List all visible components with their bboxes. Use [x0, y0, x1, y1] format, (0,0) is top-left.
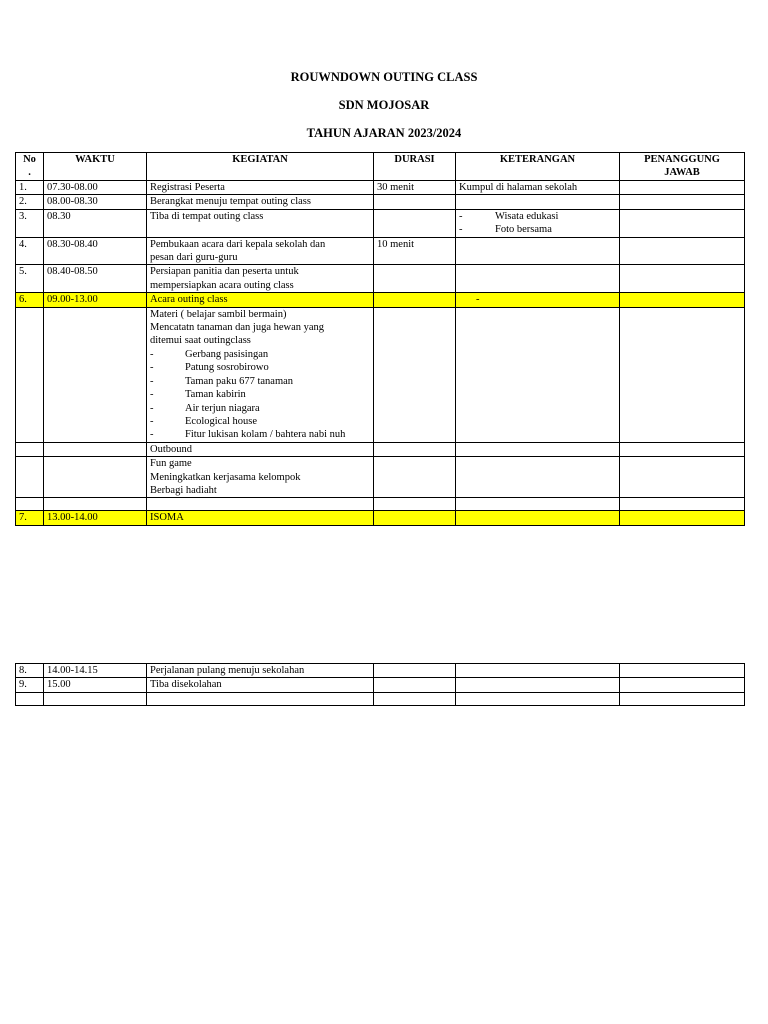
cell-waktu: 09.00-13.00	[44, 293, 147, 307]
cell-waktu: 08.00-08.30	[44, 195, 147, 209]
cell-no: 8.	[16, 664, 44, 678]
cell-durasi	[374, 265, 456, 293]
header-penanggung-jawab: PENANGGUNG JAWAB	[620, 153, 745, 181]
cell-keterangan: Kumpul di halaman sekolah	[456, 181, 620, 195]
cell-durasi: 30 menit	[374, 181, 456, 195]
table-row-highlighted	[16, 293, 745, 307]
cell-keterangan	[456, 307, 620, 442]
cell-penanggung-jawab	[620, 265, 745, 293]
cell-waktu	[44, 457, 147, 498]
cell-penanggung-jawab	[620, 195, 745, 209]
document-title: ROUWNDOWN OUTING CLASS	[290, 70, 478, 84]
cell-keterangan	[456, 678, 620, 692]
rundown-table-continued	[15, 663, 745, 706]
cell-durasi	[374, 195, 456, 209]
table-row	[16, 237, 745, 265]
cell-waktu: 08.40-08.50	[44, 265, 147, 293]
cell-no: 6.	[16, 293, 44, 307]
list-item: - Air terjun niagara	[150, 402, 370, 415]
cell-kegiatan: Tiba disekolahan	[147, 678, 374, 692]
cell-durasi	[374, 457, 456, 498]
cell-no: 1.	[16, 181, 44, 195]
cell-penanggung-jawab	[620, 293, 745, 307]
cell-durasi: 10 menit	[374, 237, 456, 265]
table-row-empty	[16, 498, 745, 511]
cell-waktu: 08.30	[44, 209, 147, 237]
table-row	[16, 181, 745, 195]
cell-kegiatan: Tiba di tempat outing class	[147, 209, 374, 237]
table-row	[16, 442, 745, 456]
list-item: - Taman paku 677 tanaman	[150, 375, 370, 388]
cell-no: 2.	[16, 195, 44, 209]
table-row	[16, 209, 745, 237]
cell-no: 7.	[16, 511, 44, 525]
cell-durasi	[374, 664, 456, 678]
header-no: No .	[16, 153, 44, 181]
cell-waktu: 15.00	[44, 678, 147, 692]
cell-no: 3.	[16, 209, 44, 237]
cell-penanggung-jawab	[620, 664, 745, 678]
list-item: - Gerbang pasisingan	[150, 348, 370, 361]
cell-penanggung-jawab	[620, 442, 745, 456]
cell-durasi	[374, 307, 456, 442]
cell-waktu: 07.30-08.00	[44, 181, 147, 195]
cell-keterangan: -	[456, 293, 620, 307]
cell-durasi	[374, 209, 456, 237]
cell-keterangan	[456, 265, 620, 293]
cell-kegiatan: Fun game Meningkatkan kerjasama kelompok Berbagi hadiaht	[147, 457, 374, 498]
cell-penanggung-jawab	[620, 457, 745, 498]
cell-kegiatan: Berangkat menuju tempat outing class	[147, 195, 374, 209]
cell-no: 5.	[16, 265, 44, 293]
list-item: - Wisata edukasi	[459, 210, 616, 223]
cell-no	[16, 442, 44, 456]
cell-no: 4.	[16, 237, 44, 265]
list-item: - Taman kabirin	[150, 388, 370, 401]
cell-no	[16, 307, 44, 442]
header-kegiatan: KEGIATAN	[147, 153, 374, 181]
table-row	[16, 457, 745, 498]
cell-kegiatan: Materi ( belajar sambil bermain) Mencatatn tanaman dan juga hewan yang ditemui saat outingclass - Gerbang pasisingan - Patung sosrobirowo - Taman paku 677 tanaman - Taman kabirin - Air terjun niagara - Ecological house - Fitur lukisan kolam / bahtera nabi nuh	[147, 307, 374, 442]
cell-no	[16, 457, 44, 498]
cell-no: 9.	[16, 678, 44, 692]
table-row-empty	[16, 692, 745, 705]
rundown-table	[15, 152, 745, 526]
cell-waktu: 13.00-14.00	[44, 511, 147, 525]
cell-kegiatan: ISOMA	[147, 511, 374, 525]
cell-waktu	[44, 442, 147, 456]
cell-kegiatan: Perjalanan pulang menuju sekolahan	[147, 664, 374, 678]
academic-year: TAHUN AJARAN 2023/2024	[306, 126, 462, 140]
cell-keterangan	[456, 209, 620, 237]
table-row-highlighted	[16, 511, 745, 525]
header-waktu: WAKTU	[44, 153, 147, 181]
list-item: - Ecological house	[150, 415, 370, 428]
cell-keterangan	[456, 457, 620, 498]
cell-waktu: 14.00-14.15	[44, 664, 147, 678]
list-item: - Patung sosrobirowo	[150, 361, 370, 374]
table-row	[16, 195, 745, 209]
school-name: SDN MOJOSAR	[338, 98, 430, 112]
cell-penanggung-jawab	[620, 237, 745, 265]
cell-keterangan	[456, 511, 620, 525]
cell-kegiatan: Registrasi Peserta	[147, 181, 374, 195]
cell-keterangan	[456, 442, 620, 456]
list-item: - Fitur lukisan kolam / bahtera nabi nuh	[150, 428, 370, 441]
cell-penanggung-jawab	[620, 678, 745, 692]
cell-penanggung-jawab	[620, 511, 745, 525]
cell-penanggung-jawab	[620, 181, 745, 195]
list-item: - Foto bersama	[459, 223, 616, 236]
cell-penanggung-jawab	[620, 307, 745, 442]
table-row	[16, 307, 745, 442]
cell-waktu: 08.30-08.40	[44, 237, 147, 265]
cell-kegiatan: Acara outing class	[147, 293, 374, 307]
cell-kegiatan: Persiapan panitia dan peserta untuk mempersiapkan acara outing class	[147, 265, 374, 293]
cell-keterangan	[456, 195, 620, 209]
cell-durasi	[374, 511, 456, 525]
cell-durasi	[374, 293, 456, 307]
table-row	[16, 678, 745, 692]
cell-waktu	[44, 307, 147, 442]
cell-penanggung-jawab	[620, 209, 745, 237]
cell-kegiatan: Pembukaan acara dari kepala sekolah dan pesan dari guru-guru	[147, 237, 374, 265]
table-row	[16, 265, 745, 293]
cell-durasi	[374, 678, 456, 692]
table-row	[16, 664, 745, 678]
header-keterangan: KETERANGAN	[456, 153, 620, 181]
cell-durasi	[374, 442, 456, 456]
cell-kegiatan: Outbound	[147, 442, 374, 456]
cell-keterangan	[456, 237, 620, 265]
header-durasi: DURASI	[374, 153, 456, 181]
cell-keterangan	[456, 664, 620, 678]
header-row	[16, 153, 745, 181]
